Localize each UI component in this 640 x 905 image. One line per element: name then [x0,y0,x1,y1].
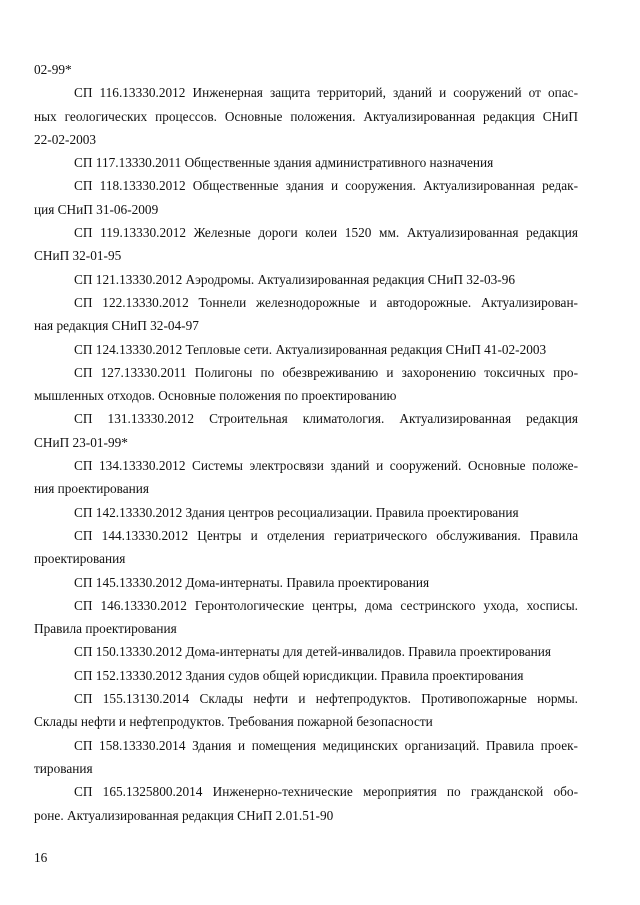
text-line: СП 150.13330.2012 Дома-интернаты для детей-инвалидов. Правила проектирования [74,644,551,660]
text-line: СП 127.13330.2011 Полигоны по обезвреживанию и захоронению токсичных про- [74,364,578,380]
text-line: мышленных отходов. Основные положения по проектированию [34,388,397,404]
text-line: проектирования [34,551,126,567]
page-number: 16 [34,850,48,865]
text-line: СП 144.13330.2012 Центры и отделения гериатрического обслуживания. Правила [74,527,578,543]
text-line: Правила проектирования [34,621,177,637]
text-line: СП 146.13330.2012 Геронтологические центры, дома сестринского ухода, хосписы. [74,597,578,613]
text-line: ция СНиП 31-06-2009 [34,201,159,217]
text-line: СНиП 23-01-99* [34,434,128,450]
text-line: СП 119.13330.2012 Железные дороги колеи 1520 мм. Актуализированная редакция [74,225,578,241]
text-line: СП 142.13330.2012 Здания центров ресоциализации. Правила проектирования [74,504,519,520]
text-line: СП 155.13130.2014 Склады нефти и нефтепродуктов. Противопожарные нормы. [74,691,578,707]
text-line: СП 117.13330.2011 Общественные здания административного назначения [74,155,494,171]
text-line: СП 118.13330.2012 Общественные здания и сооружения. Актуализированная редак- [74,178,578,194]
text-line: СП 134.13330.2012 Системы электросвязи зданий и сооружений. Основные положе- [74,458,578,474]
text-line: ных геологических процессов. Основные положения. Актуализированная редакция СНиП [34,108,578,124]
text-line: СП 121.13330.2012 Аэродромы. Актуализированная редакция СНиП 32-03-96 [74,271,516,287]
text-line: СП 131.13330.2012 Строительная климатология. Актуализированная редакция [74,411,578,427]
document-body [34,58,578,827]
text-line: СП 116.13330.2012 Инженерная защита территорий, зданий и сооружений от опас- [74,85,578,101]
text-line: 02-99* [34,62,72,77]
text-line: 22-02-2003 [34,131,97,147]
text-line: СНиП 32-01-95 [34,248,122,264]
text-line: роне. Актуализированная редакция СНиП 2.01.51-90 [34,807,334,823]
text-line: ния проектирования [34,481,150,497]
text-line: ная редакция СНиП 32-04-97 [34,318,199,334]
text-line: СП 158.13330.2014 Здания и помещения медицинских организаций. Правила проек- [74,737,578,753]
text-line: СП 165.1325800.2014 Инженерно-технические мероприятия по гражданской обо- [74,784,578,800]
text-line: СП 145.13330.2012 Дома-интернаты. Правила проектирования [74,574,430,590]
text-line: СП 124.13330.2012 Тепловые сети. Актуализированная редакция СНиП 41-02-2003 [74,341,547,357]
text-line: СП 152.13330.2012 Здания судов общей юрисдикции. Правила проектирования [74,667,524,683]
text-line: тирования [34,760,93,776]
text-line: Склады нефти и нефтепродуктов. Требования пожарной безопасности [34,714,433,730]
text-line: СП 122.13330.2012 Тоннели железнодорожные и автодорожные. Актуализирован- [74,294,578,310]
